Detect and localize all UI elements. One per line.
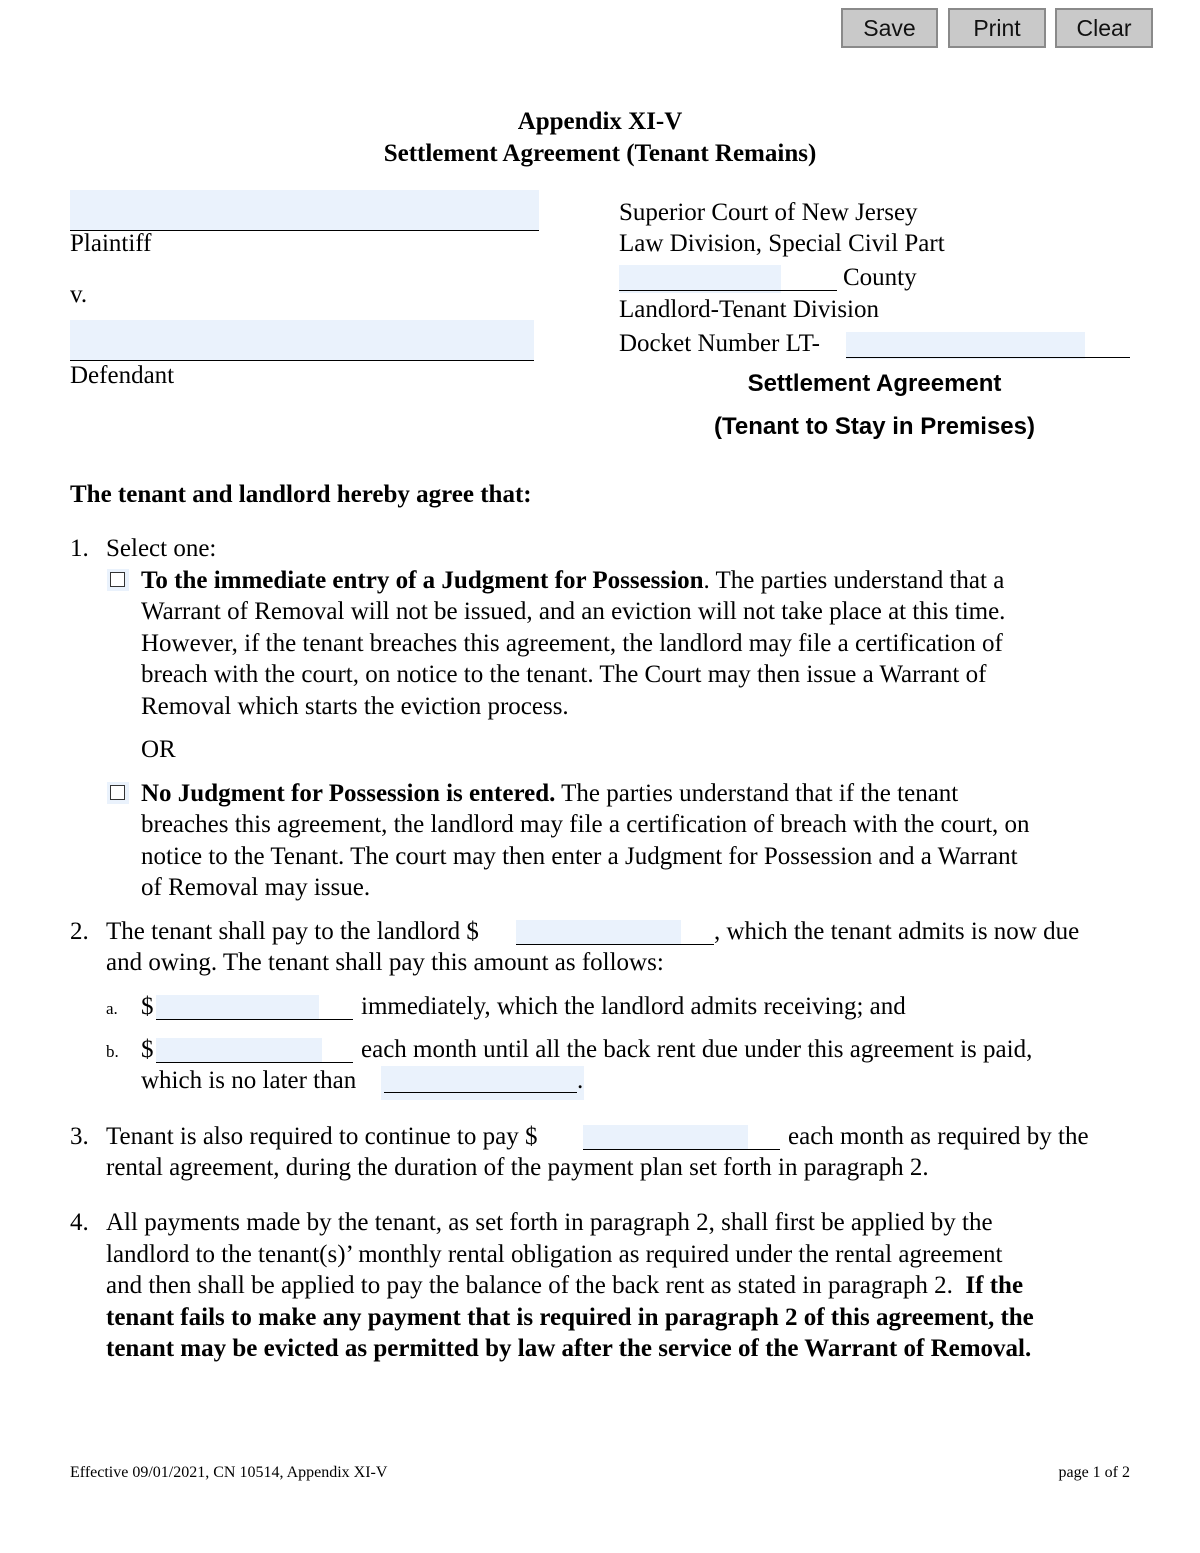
- defendant-label: Defendant: [70, 362, 175, 389]
- monthly-rent-underline: [583, 1149, 780, 1150]
- payoff-date-underline: [384, 1092, 577, 1093]
- county-label: County: [843, 264, 917, 291]
- footer-effective: Effective 09/01/2021, CN 10514, Appendix XI-V: [70, 1464, 388, 1481]
- p2-b-text: each month until all the back rent due under this agreement is paid,: [361, 1036, 1033, 1063]
- amount-due-field[interactable]: [516, 920, 681, 944]
- option2-line2: breaches this agreement, the landlord may file a certification of breach with the court, on: [141, 811, 1030, 838]
- p2-line2: and owing. The tenant shall pay this amount as follows:: [106, 949, 664, 976]
- p2-a-text: immediately, which the landlord admits receiving; and: [361, 993, 906, 1020]
- docket-underline: [846, 357, 1130, 358]
- defendant-field[interactable]: [70, 320, 534, 361]
- agreement-subtitle: (Tenant to Stay in Premises): [714, 413, 1035, 440]
- option1-line4: breach with the court, on notice to the tenant. The Court may then issue a Warrant of: [141, 661, 987, 688]
- p4-number: 4.: [70, 1209, 89, 1236]
- immediate-payment-underline: [156, 1019, 353, 1020]
- amount-due-underline: [516, 944, 714, 945]
- monthly-payment-field[interactable]: [156, 1038, 322, 1062]
- county-underline: [619, 290, 837, 291]
- p4-line1: All payments made by the tenant, as set forth in paragraph 2, shall first be applied by the: [106, 1209, 993, 1236]
- p3-line1b: each month as required by the: [788, 1123, 1089, 1150]
- court-division: Law Division, Special Civil Part: [619, 230, 945, 257]
- option1-line2: Warrant of Removal will not be issued, and an eviction will not take place at this time.: [141, 598, 1006, 625]
- p4-line3-bold: If the: [965, 1272, 1024, 1299]
- option1-line3: However, if the tenant breaches this agreement, the landlord may file a certification of: [141, 630, 1003, 657]
- or-label: OR: [141, 736, 176, 763]
- p4-line4: tenant fails to make any payment that is required in paragraph 2 of this agreement, the: [106, 1304, 1034, 1331]
- p4-line3-text: and then shall be applied to pay the balance of the back rent as stated in paragraph 2.: [106, 1272, 953, 1299]
- p1-select-one: Select one:: [106, 535, 217, 562]
- p3-line2: rental agreement, during the duration of the payment plan set forth in paragraph 2.: [106, 1154, 929, 1181]
- plaintiff-label: Plaintiff: [70, 230, 152, 257]
- option1-text: . The parties understand that a: [703, 567, 1005, 594]
- p2-b-period: .: [577, 1067, 584, 1094]
- p2-number: 2.: [70, 918, 89, 945]
- option2-heading: No Judgment for Possession is entered.: [141, 780, 556, 807]
- monthly-payment-underline: [156, 1062, 353, 1063]
- p3-line1a: Tenant is also required to continue to pay $: [106, 1123, 538, 1150]
- immediate-payment-field[interactable]: [156, 995, 319, 1019]
- print-button[interactable]: Print: [948, 8, 1046, 48]
- option2-line4: of Removal may issue.: [141, 874, 371, 901]
- option2-text: The parties understand that if the tenant: [555, 780, 959, 807]
- option2-line3: notice to the Tenant. The court may then enter a Judgment for Possession and a Warrant: [141, 843, 1018, 870]
- option1-line1: [141, 565, 1004, 597]
- docket-label: Docket Number LT-: [619, 330, 820, 357]
- court-name: Superior Court of New Jersey: [619, 199, 918, 226]
- monthly-rent-field[interactable]: [583, 1125, 748, 1149]
- clear-button[interactable]: Clear: [1055, 8, 1153, 48]
- option1-checkbox[interactable]: [107, 569, 129, 591]
- page-number: page 1 of 2: [1058, 1464, 1130, 1481]
- form-subtitle: Settlement Agreement (Tenant Remains): [383, 140, 817, 167]
- option1-heading: To the immediate entry of a Judgment for Possession: [141, 567, 704, 594]
- p2-b-line2: which is no later than: [141, 1067, 357, 1094]
- p2-line1b: , which the tenant admits is now due: [714, 918, 1080, 945]
- option2-checkbox[interactable]: [107, 782, 129, 804]
- option2-line1: [141, 778, 958, 810]
- docket-number-field[interactable]: [846, 332, 1085, 359]
- p4-line2: landlord to the tenant(s)’ monthly rental obligation as required under the rental agreement: [106, 1241, 1003, 1268]
- p4-line5: tenant may be evicted as permitted by law after the service of the Warrant of Removal.: [106, 1335, 1032, 1362]
- option1-line5: Removal which starts the eviction process.: [141, 693, 569, 720]
- p2-line1a: The tenant shall pay to the landlord $: [106, 918, 479, 945]
- p4-line3: [106, 1270, 1023, 1302]
- p2-b-dollar: $: [141, 1036, 154, 1063]
- p2-b-label: b.: [106, 1042, 119, 1061]
- p1-number: 1.: [70, 535, 89, 562]
- intro-statement: The tenant and landlord hereby agree that:: [70, 481, 532, 508]
- agreement-title: Settlement Agreement: [747, 370, 1002, 397]
- p2-a-label: a.: [106, 999, 118, 1018]
- save-button[interactable]: Save: [841, 8, 938, 48]
- versus-label: v.: [70, 281, 88, 308]
- p3-number: 3.: [70, 1123, 89, 1150]
- county-field[interactable]: [619, 265, 781, 293]
- landlord-tenant-division: Landlord-Tenant Division: [619, 296, 879, 323]
- payoff-date-field[interactable]: [381, 1066, 584, 1100]
- plaintiff-field[interactable]: [70, 190, 539, 231]
- p2-a-dollar: $: [141, 993, 154, 1020]
- appendix-title: Appendix XI-V: [517, 108, 683, 135]
